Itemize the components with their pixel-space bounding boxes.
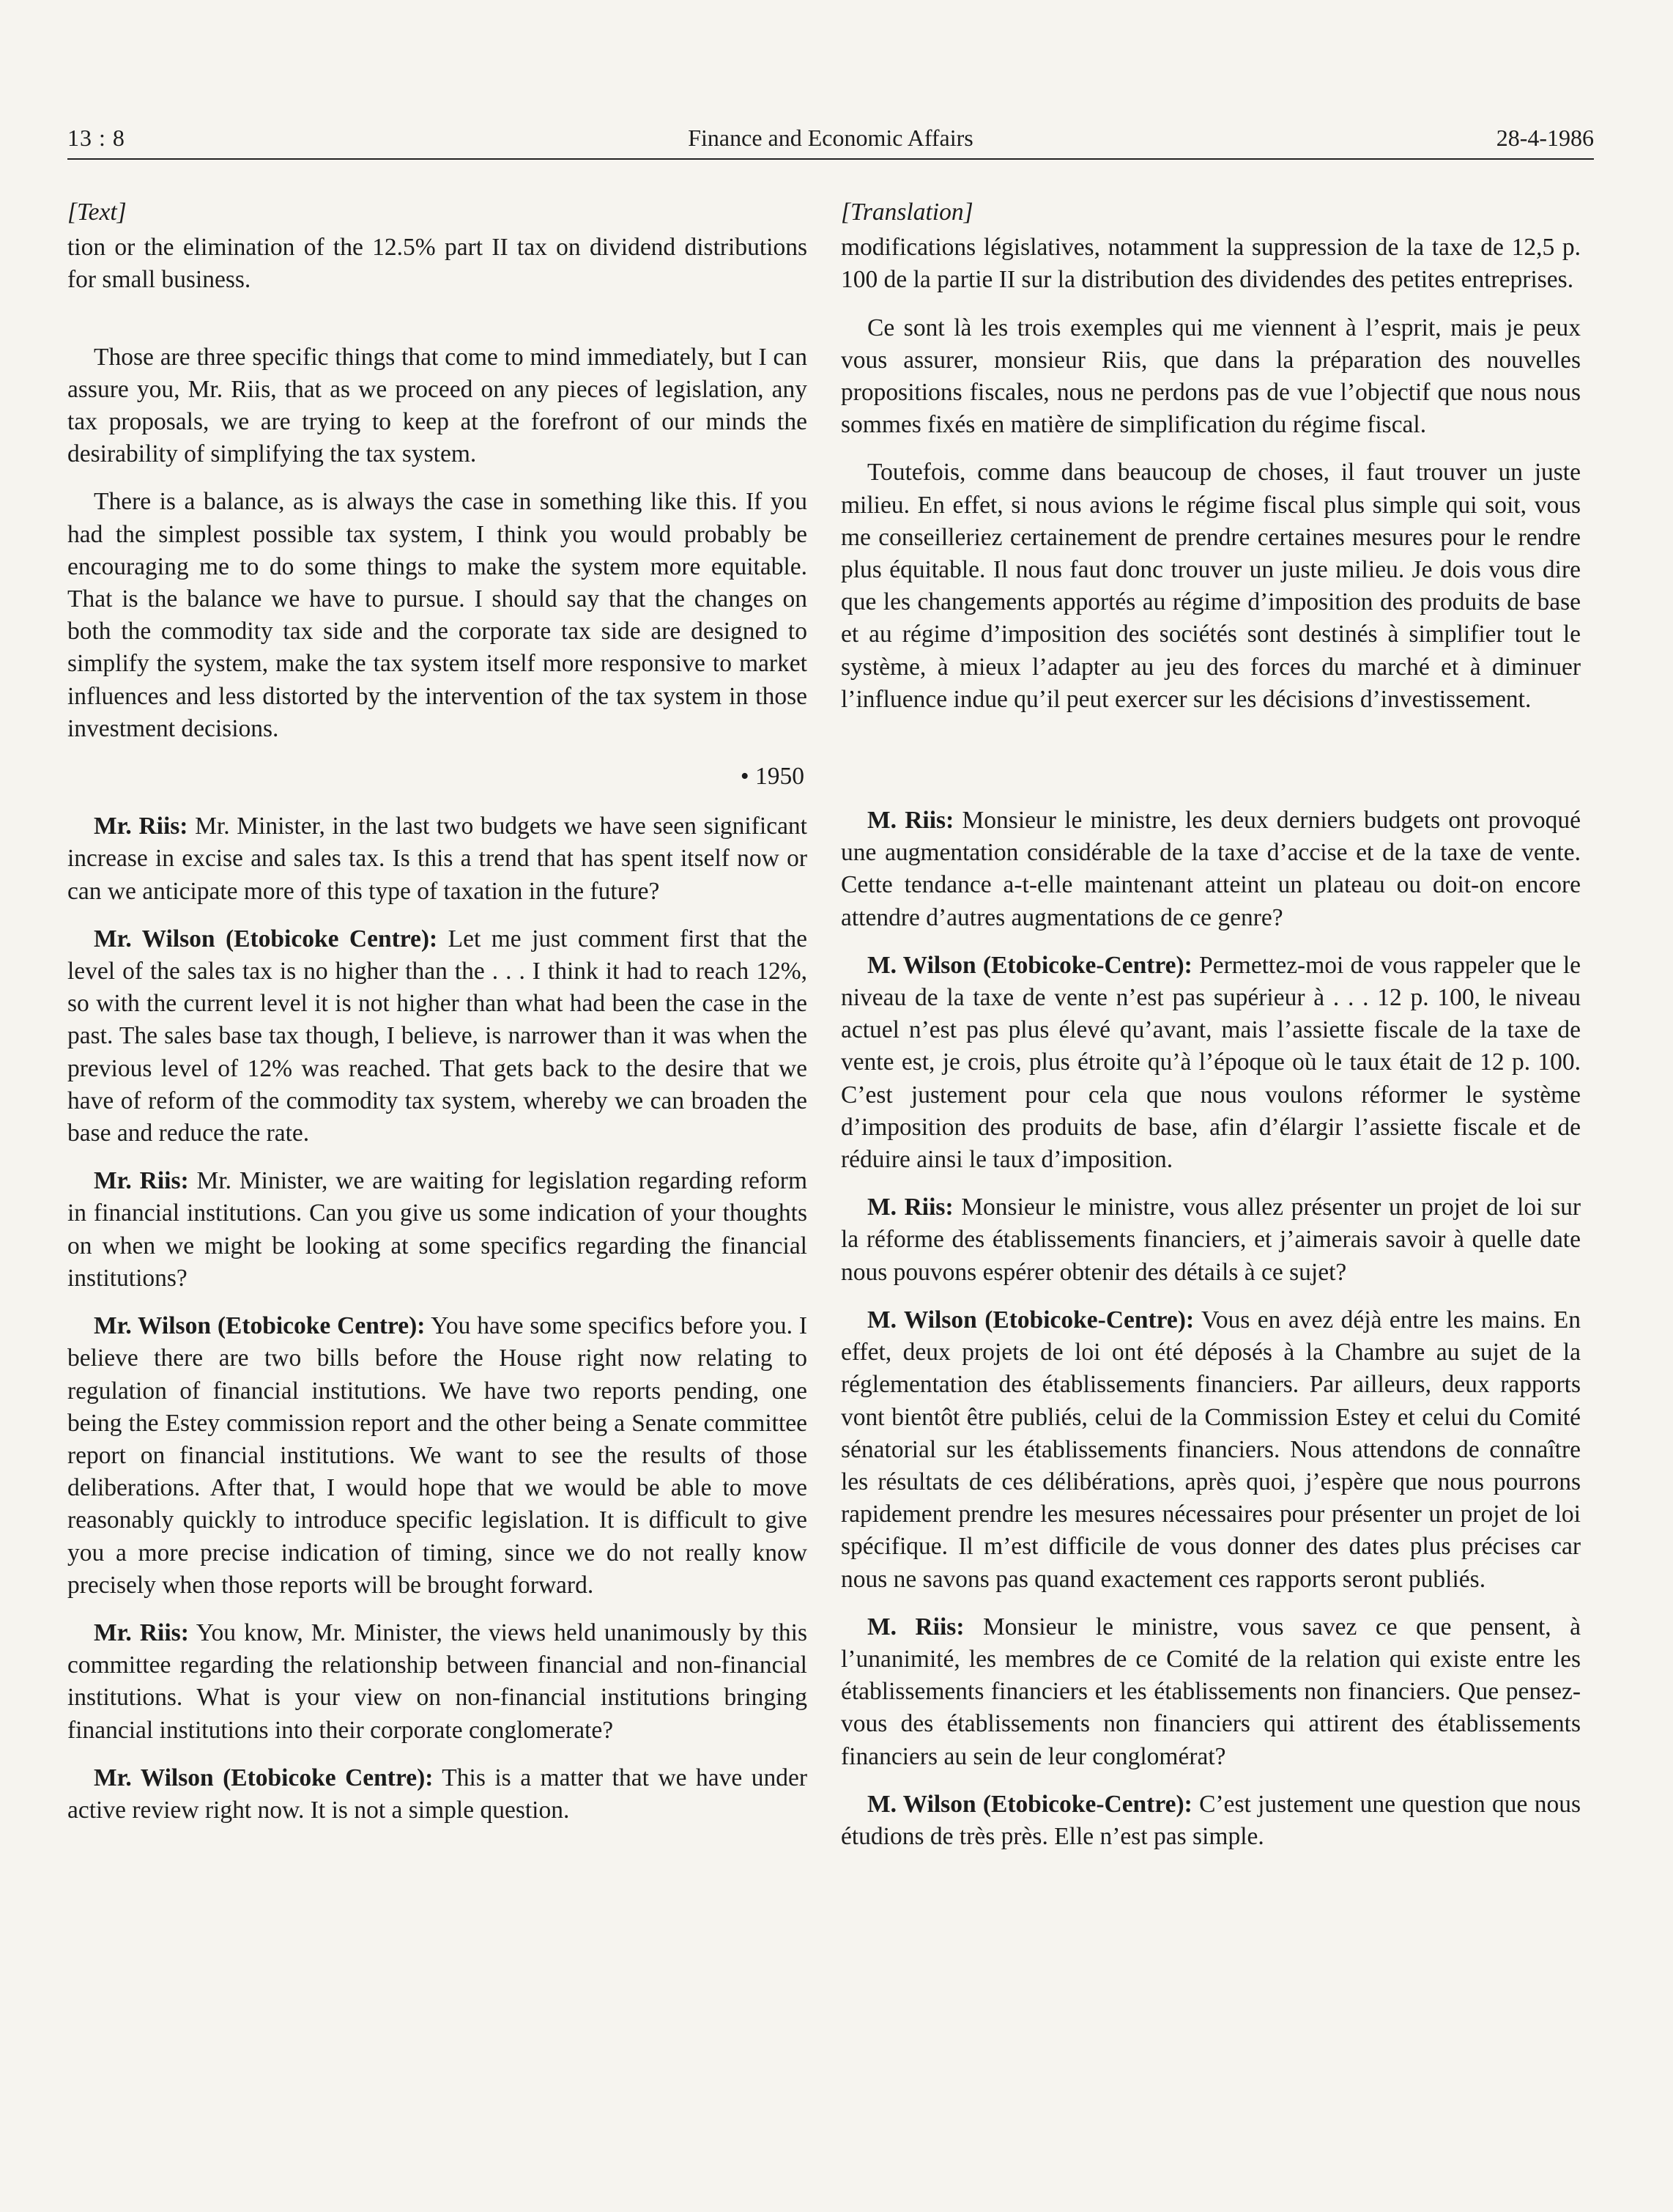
speaker-name: M. Wilson (Etobicoke-Centre):: [867, 1306, 1195, 1334]
paragraph: Toutefois, comme dans beaucoup de choses, il faut trouver un juste milieu. En effet, si nous avions le régime fiscal plus simple qui soit, vous me conseilleriez certainement de prendre certaines mesures pour le rendre plus équitable. Il nous faut donc trouver un juste milieu. Je dois vous dire que les changements apportés au régime d’imposition des produits de base et au régime d’imposition des sociétés sont destinés à simplifier tout le système, à mieux l’adapter au jeu des forces du marché et à diminuer l’influence indue qu’il peut exercer sur les décisions d’investissement.: [841, 459, 1581, 713]
speech-text: This is a matter that we have under active review right now. It is not a simple question.: [67, 1764, 807, 1824]
speaker-name: Mr. Wilson (Etobicoke Centre):: [94, 1312, 426, 1340]
french-column: [841, 196, 1581, 1868]
speech-text: You have some specifics before you. I believe there are two bills before the House right now relating to regulation of financial institutions. We have two reports pending, one being the Estey commission report and the other being a Senate committee report on financial institutions. We want to see the results of those deliberations. After that, I would hope that we would be able to move reasonably quickly to introduce specific legislation. It is difficult to give you a more precise indication of timing, since we do not really know precisely when those reports will be brought forward.: [67, 1312, 808, 1599]
speech-text: Vous en avez déjà entre les mains. En effet, deux projets de loi ont été déposés à la Chambre au sujet de la réglementation des établissements financiers. Par ailleurs, deux rapports vont bientôt être publiés, celui de la Commission Estey et celui du Comité sénatorial sur les établissements financiers. Nous attendons de connaître les résultats de ces délibérations, après quoi, j’espère que nous pourrons rapidement prendre les mesures nécessaires pour présenter un projet de loi spécifique. Il m’est difficile de vous donner des dates plus précises car nous ne savons pas quand exactement ces rapports seront publiés.: [841, 1306, 1581, 1593]
paragraph: There is a balance, as is always the case in something like this. If you had the simplest possible tax system, I think you would probably be encouraging me to do some things to make the system more equitable. That is the balance we have to pursue. I should say that the changes on both the commodity tax side and the corporate tax side are designed to simplify the system, make the tax system itself more responsive to market influences and less distorted by the intervention of the tax system in those investment decisions.: [67, 488, 807, 742]
column-label: [Translation]: [841, 199, 973, 226]
speech-paragraph: [841, 1191, 1581, 1289]
paragraph: tion or the elimination of the 12.5% part II tax on dividend distributions for small business.: [67, 234, 807, 294]
speech-paragraph: [841, 1789, 1581, 1853]
speech-paragraph: [841, 950, 1581, 1176]
speaker-name: Mr. Wilson (Etobicoke Centre):: [94, 1764, 434, 1791]
speaker-name: M. Riis:: [867, 1194, 954, 1221]
speech-paragraph: [67, 810, 807, 908]
speech-paragraph: [67, 1310, 807, 1602]
speech-paragraph: [67, 1165, 807, 1295]
speech-text: Let me just comment first that the level of the sales tax is no higher than the . . . I think it had to reach 12%, so with the current level it is not higher than what had been the case in the past. The sales base tax though, I believe, is narrower than it was when the previous level of 12% was reached. That gets back to the desire that we have of reform of the commodity tax system, whereby we can broaden the base and reduce the rate.: [67, 925, 807, 1147]
paragraph: Those are three specific things that come to mind immediately, but I can assure you, Mr. Riis, that as we proceed on any pieces of legislation, any tax proposals, we are trying to keep at the forefront of our minds the desirability of simplifying the tax system.: [67, 343, 807, 468]
speech-text: Permettez-moi de vous rappeler que le niveau de la taxe de vente n’est pas supérieur à . . . 12 p. 100, le niveau actuel n’est pas plus élevé qu’avant, mais l’assiette fiscale de la taxe de vente est, je crois, plus étroite qu’à l’époque où le taux était de 12 p. 100. C’est justement pour cela que nous voulons réformer le système d’imposition des produits de base, afin d’élargir l’assiette fiscale et de réduire ainsi le taux d’imposition.: [841, 951, 1581, 1174]
publication-title: Finance and Economic Affairs: [688, 125, 973, 151]
english-column: [67, 196, 807, 1842]
speech-paragraph: [841, 804, 1581, 934]
speaker-name: M. Wilson (Etobicoke-Centre):: [867, 1790, 1192, 1818]
speech-paragraph: [67, 1617, 807, 1747]
speaker-name: M. Wilson (Etobicoke-Centre):: [867, 951, 1192, 979]
speech-text: Mr. Minister, we are waiting for legislation regarding reform in financial institutions. Can you give us some indication of your thoughts on when we might be looking at some specifics regarding the financial institutions?: [67, 1167, 808, 1292]
speech-paragraph: [67, 1762, 807, 1827]
speaker-name: Mr. Riis:: [94, 1167, 189, 1195]
paragraph: modifications législatives, notamment la suppression de la taxe de 12,5 p. 100 de la partie II sur la distribution des dividendes des petites entreprises.: [841, 234, 1581, 294]
speech-text: Monsieur le ministre, vous allez présenter un projet de loi sur la réforme des établissements financiers, et j’aimerais savoir à quelle date nous pouvons espérer obtenir des détails à ce sujet?: [841, 1194, 1581, 1286]
speech-paragraph: [841, 1304, 1581, 1596]
paragraph: Ce sont là les trois exemples qui me viennent à l’esprit, mais je peux vous assurer, monsieur Riis, que dans la préparation des nouvelles propositions fiscales, nous ne perdons pas de vue l’objectif que nous nous sommes fixés en matière de simplification du régime fiscal.: [841, 314, 1581, 439]
speech-text: Mr. Minister, in the last two budgets we have seen significant increase in excise and sales tax. Is this a trend that has spent itself now or can we anticipate more of this type of taxation in the future?: [67, 813, 807, 905]
speaker-name: M. Riis:: [867, 1613, 965, 1640]
speaker-name: Mr. Riis:: [94, 813, 188, 840]
speech-text: Monsieur le ministre, vous savez ce que pensent, à l’unanimité, les membres de ce Comité de la relation qui existe entre les établissements financiers et les établissements non financiers. Que pensez-vous des établissements non financiers qui attirent des établissements financiers au sein de leur conglomérat?: [841, 1613, 1581, 1770]
speaker-name: Mr. Riis:: [94, 1619, 189, 1646]
time-marker: • 1950: [740, 763, 804, 791]
speaker-name: Mr. Wilson (Etobicoke Centre):: [94, 925, 438, 953]
page-header: [67, 125, 1594, 160]
page-number: 13 : 8: [67, 125, 125, 151]
speaker-name: M. Riis:: [867, 807, 954, 835]
column-label: [Text]: [67, 199, 127, 226]
speech-text: Monsieur le ministre, les deux derniers budgets ont provoqué une augmentation considérable de la taxe d’accise et de la taxe de vente. Cette tendance a-t-elle maintenant atteint un plateau ou doit-on encore attendre d’autres augmentations de ce genre?: [841, 807, 1581, 931]
speech-text: C’est justement une question que nous étudions de très près. Elle n’est pas simple.: [841, 1790, 1581, 1850]
speech-paragraph: [841, 1611, 1581, 1773]
page-date: 28-4-1986: [1496, 125, 1594, 151]
speech-text: You know, Mr. Minister, the views held unanimously by this committee regarding the relationship between financial and non-financial institutions. What is your view on non-financial institutions bringing financial institutions into their corporate conglomerate?: [67, 1619, 807, 1744]
speech-paragraph: [67, 923, 807, 1150]
